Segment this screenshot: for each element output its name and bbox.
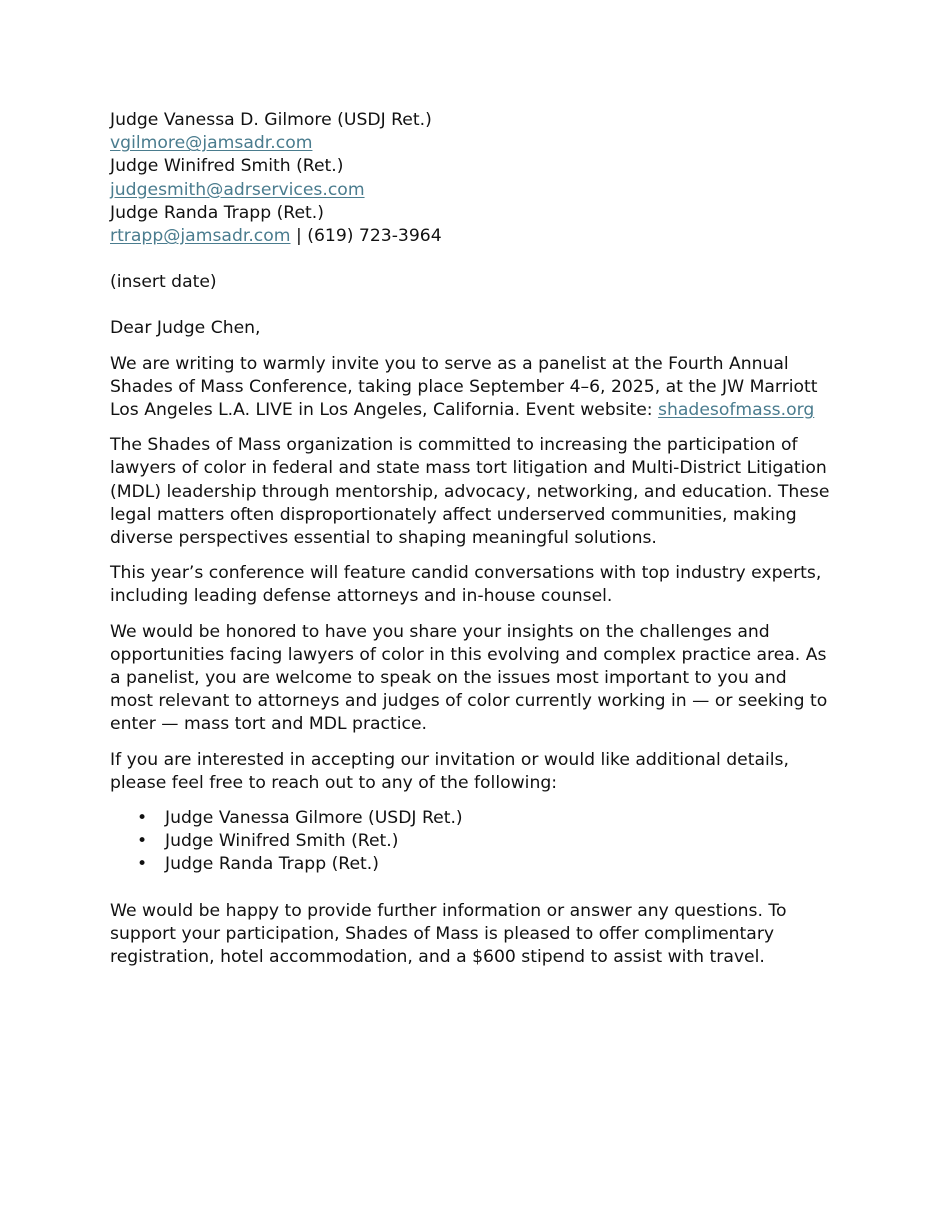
contact-name: Judge Vanessa Gilmore (USDJ Ret.) [165,808,463,829]
letter-date: (insert date) [110,272,217,293]
list-item [110,807,830,830]
bullet-icon: • [137,808,148,829]
bullet-icon: • [137,831,148,852]
trapp-contact-line [110,225,830,248]
paragraph-contact-intro: If you are interested in accepting our invitation or would like additional details, please feel free to reach out to any of the following: [110,749,789,793]
contact-name: Judge Randa Trapp (Ret.) [165,854,379,875]
paragraph-intro [110,353,830,423]
phone-number: | (619) 723-3964 [290,226,442,247]
contact-list [110,807,830,877]
paragraph-feature: This year’s conference will feature candid conversations with top industry experts, including leading defense attorneys and in-house counsel. [110,563,822,607]
letterhead [110,109,830,248]
website-link[interactable]: shadesofmass.org [658,400,815,421]
intro-text: We are writing to warmly invite you to serve as a panelist at the Fourth Annual Shades of Mass Conference, taking place September 4–6, 2025, at the JW Marriott Los Angeles L.A. LIVE in Los Angeles, California. Event website: [110,353,818,421]
email-link-gilmore[interactable]: vgilmore@jamsadr.com [110,133,313,154]
sender-name-gilmore: Judge Vanessa D. Gilmore (USDJ Ret.) [110,110,432,130]
sender-name-smith: Judge Winifred Smith (Ret.) [110,156,344,177]
list-item [110,830,830,853]
bullet-icon: • [137,854,148,875]
email-link-smith[interactable]: judgesmith@adrservices.com [110,179,365,200]
letter [110,109,830,969]
list-item [110,853,830,876]
paragraph-honored: We would be honored to have you share your insights on the challenges and opportunities facing lawyers of color in this evolving and complex practice area. As a panelist, you are welcome to speak on the issues most important to you and most relevant to attorneys and judges of color currently working in — or seeking to enter — mass tort and MDL practice. [110,621,828,735]
contact-name: Judge Winifred Smith (Ret.) [165,831,399,852]
salutation: Dear Judge Chen, [110,318,261,339]
email-link-trapp[interactable]: rtrapp@jamsadr.com [110,226,291,247]
paragraph-mission: The Shades of Mass organization is committed to increasing the participation of lawyers of color in federal and state mass tort litigation and Multi-District Litigation (MDL) leadership through mentorship, advocacy, networking, and education. These legal matters often disproportionately affect underserved communities, making diverse perspectives essential to shaping meaningful solutions. [110,435,830,549]
sender-name-trapp: Judge Randa Trapp (Ret.) [110,202,324,223]
paragraph-closing: We would be happy to provide further information or answer any questions. To support your participation, Shades of Mass is pleased to offer complimentary registration, hotel accommodation, and a $600 stipend to assist with travel. [110,900,787,968]
